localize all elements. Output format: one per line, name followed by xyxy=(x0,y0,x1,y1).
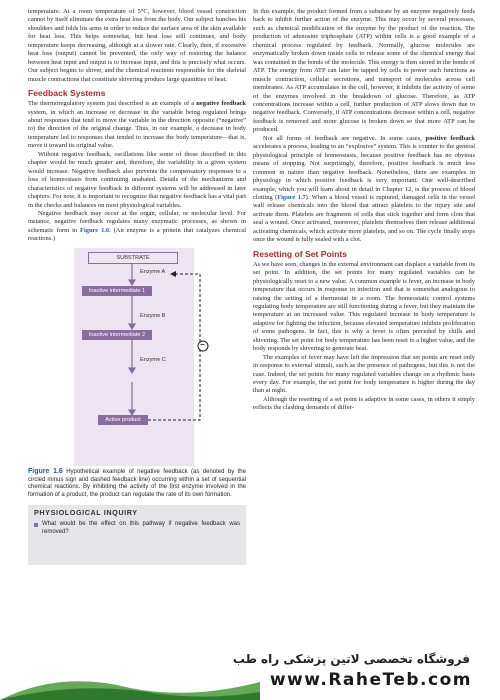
paragraph: Without negative feedback, oscillations like some of those described in this chapter would be much greater and, therefore, the variability in a given system would increase. Negative feedback also prevents the compensatory responses to a loss of homeostasis from continuing unabated. Details of the mechanisms and characteristics of negative feedback in different systems will be addressed in later chapters. For now, it is important to recognize that negative feedback has a vital part in the checks and balances on most physiological variables. xyxy=(28,150,246,209)
watermark-url: www.RaheTeb.com xyxy=(269,670,472,690)
figure-reference-link[interactable]: Figure 1.7 xyxy=(277,193,306,201)
left-column xyxy=(28,8,246,565)
paragraph: Not all forms of feedback are negative. In some cases, positive feedback accelerates a process, leading to an “explosive” system. This is counter to the general physiological principle of homeostasis, because positive feedback has no obvious means of stopping. Not surprisingly, therefore, positive feedback is much less common in nature than negative feedback. Nonetheless, there are examples in physiology in which positive feedback is very important. One well-described example, which you will learn about in detail in Chapter 12, is the process of blood clotting (Figure 1.7). When a blood vessel is ruptured, damaged cells in the vessel wall release chemicals into the blood that attract platelets to the injury site and activate them. Platelets are fragments of cells that stick together and form clots that seal a wound. Once activated, moreover, platelets themselves then release additional activating chemicals, which activate more platelets, and so on. The cycle finally stops once the wound is fully sealed with a clot. xyxy=(253,134,476,244)
figure-arrows xyxy=(28,248,246,466)
paragraph: As we have seen, changes in the external environment can displace a variable from its set point. In addition, the set points for many regulated variables can be physiologically reset to a new value. A common example is fever, an increase in body temperature that occurs in response to infection and that is somewhat analogous to raising the setting of a thermostat in a room. The homeostatic control systems regulating body temperature are still functioning during a fever, but they maintain the temperature at an increased value. This regulated increase in body temperature is adaptive for fighting the infection, because elevated temperature inhibits proliferation of some pathogens. In fact, this is why a fever is often preceded by chills and shivering. The set point for body temperature has been reset to a higher value, and the body responds by shivering to generate heat. xyxy=(253,260,475,353)
figure-label: Figure 1.6 xyxy=(28,467,63,475)
enzyme-a-label: Enzyme A xyxy=(140,268,166,275)
intermediate-1-box: Inactive intermediate 1 xyxy=(82,286,152,296)
substrate-box: SUBSTRATE xyxy=(88,252,178,264)
figure-caption: Figure 1.6 Hypothetical example of negative feedback (as denoted by the circled minus sign and dashed feedback line) occurring within a set of sequential chemical reactions. By inhibiting the activity of the first enzyme involved in the formation of a product, the product can regulate the rate of its own formation. xyxy=(28,467,246,499)
paragraph: In this example, the product formed from a substrate by an enzyme negatively feeds back to inhibit further action of the enzyme. This may occur by several processes, such as chemical modification of the enzyme by the product of the reaction. The production of adenosine triphosphate (ATP) within cells is a good example of a chemical process regulated by feedback. Normally, glucose molecules are enzymatically broken down inside cells to release some of the chemical energy that was contained in the bonds of the molecule. This energy is then stored in the bonds of ATP. The energy from ATP can later be tapped by cells to power such functions as muscle contraction, cellular secretions, and transport of molecules across cell membranes. As ATP accumulates in the cell, however, it inhibits the activity of some of the enzymes involved in the breakdown of glucose. Therefore, as ATP concentrations increase within a cell, further production of ATP slows down due to negative feedback. Conversely, if ATP concentrations decrease within a cell, negative feedback is removed and more glucose is broken down so that more ATP can be produced. xyxy=(253,8,475,134)
term-negative-feedback: negative feedback xyxy=(196,100,246,108)
paragraph: Negative feedback may occur at the organ, cellular, or molecular level. For instance, negative feedback regulates many enzymatic processes, as shown in schematic form in Figure 1.6. (An enzyme is a protein that catalyzes chemical reactions.) xyxy=(28,209,246,243)
figure-1-6-diagram xyxy=(28,248,246,466)
figure-reference-link[interactable]: Figure 1.6 xyxy=(80,226,110,234)
inquiry-title: PHYSIOLOGICAL INQUIRY xyxy=(34,507,138,517)
minus-sign-icon: − xyxy=(200,339,205,349)
watermark-store-name: فروشگاه تخصصی لاتین پزشکی راه طب xyxy=(232,652,470,666)
enzyme-c-label: Enzyme C xyxy=(140,356,166,363)
active-product-box: Active product xyxy=(98,415,148,425)
paragraph: The thermoregulatory system just described is an example of a negative feedback system, in which an increase or decrease in the variable being regulated brings about responses that tend to move the variable in the direction opposite (“negative” to) the direction of the original change. Thus, in our example, a decrease in body temperature led to responses that tended to increase the body temperature—that is, move it toward its original value. xyxy=(28,100,246,150)
enzyme-b-label: Enzyme B xyxy=(140,312,166,319)
section-heading-feedback: Feedback Systems xyxy=(28,88,106,99)
leaf-decoration-icon xyxy=(0,670,260,700)
physiological-inquiry-box xyxy=(28,505,246,565)
term-positive-feedback: positive feedback xyxy=(425,134,475,142)
section-heading-resetting: Resetting of Set Points xyxy=(253,248,348,259)
paragraph: temperature. At a room temperature of 5°C, however, blood vessel constriction cannot by itself eliminate the extra heat loss from the body. Our subject hunches his shoulders and folds his arms in order to reduce the surface area of the skin available for heat loss. This helps somewhat, but heat loss still continues, and body temperature keeps decreasing, although at a slower rate. Clearly, then, if excessive heat loss (output) cannot be prevented, the only way of restoring the balance between heat input and output is to increase input, and this is precisely what occurs. Our subject begins to shiver, and the chemical reactions responsible for the skeletal muscle contractions that constitute shivering produce large quantities of heat. xyxy=(28,8,246,83)
right-column xyxy=(253,8,475,413)
paragraph: The examples of fever may have left the impression that set points are reset only in response to external stimuli, such as the presence of pathogens, but this is not the case. Indeed, the set points for many regulated variables change on a rhythmic basis every day. For example, the set point for body temperature is higher during the day than at night. xyxy=(253,353,475,395)
watermark-banner xyxy=(0,648,500,700)
intermediate-2-box: Inactive intermediate 2 xyxy=(82,330,152,340)
paragraph: Although the resetting of a set point is adaptive in some cases, in others it simply reflects the clashing demands of differ- xyxy=(253,395,475,412)
inquiry-question: What would be the effect on this pathway if negative feedback was removed? xyxy=(34,521,240,536)
